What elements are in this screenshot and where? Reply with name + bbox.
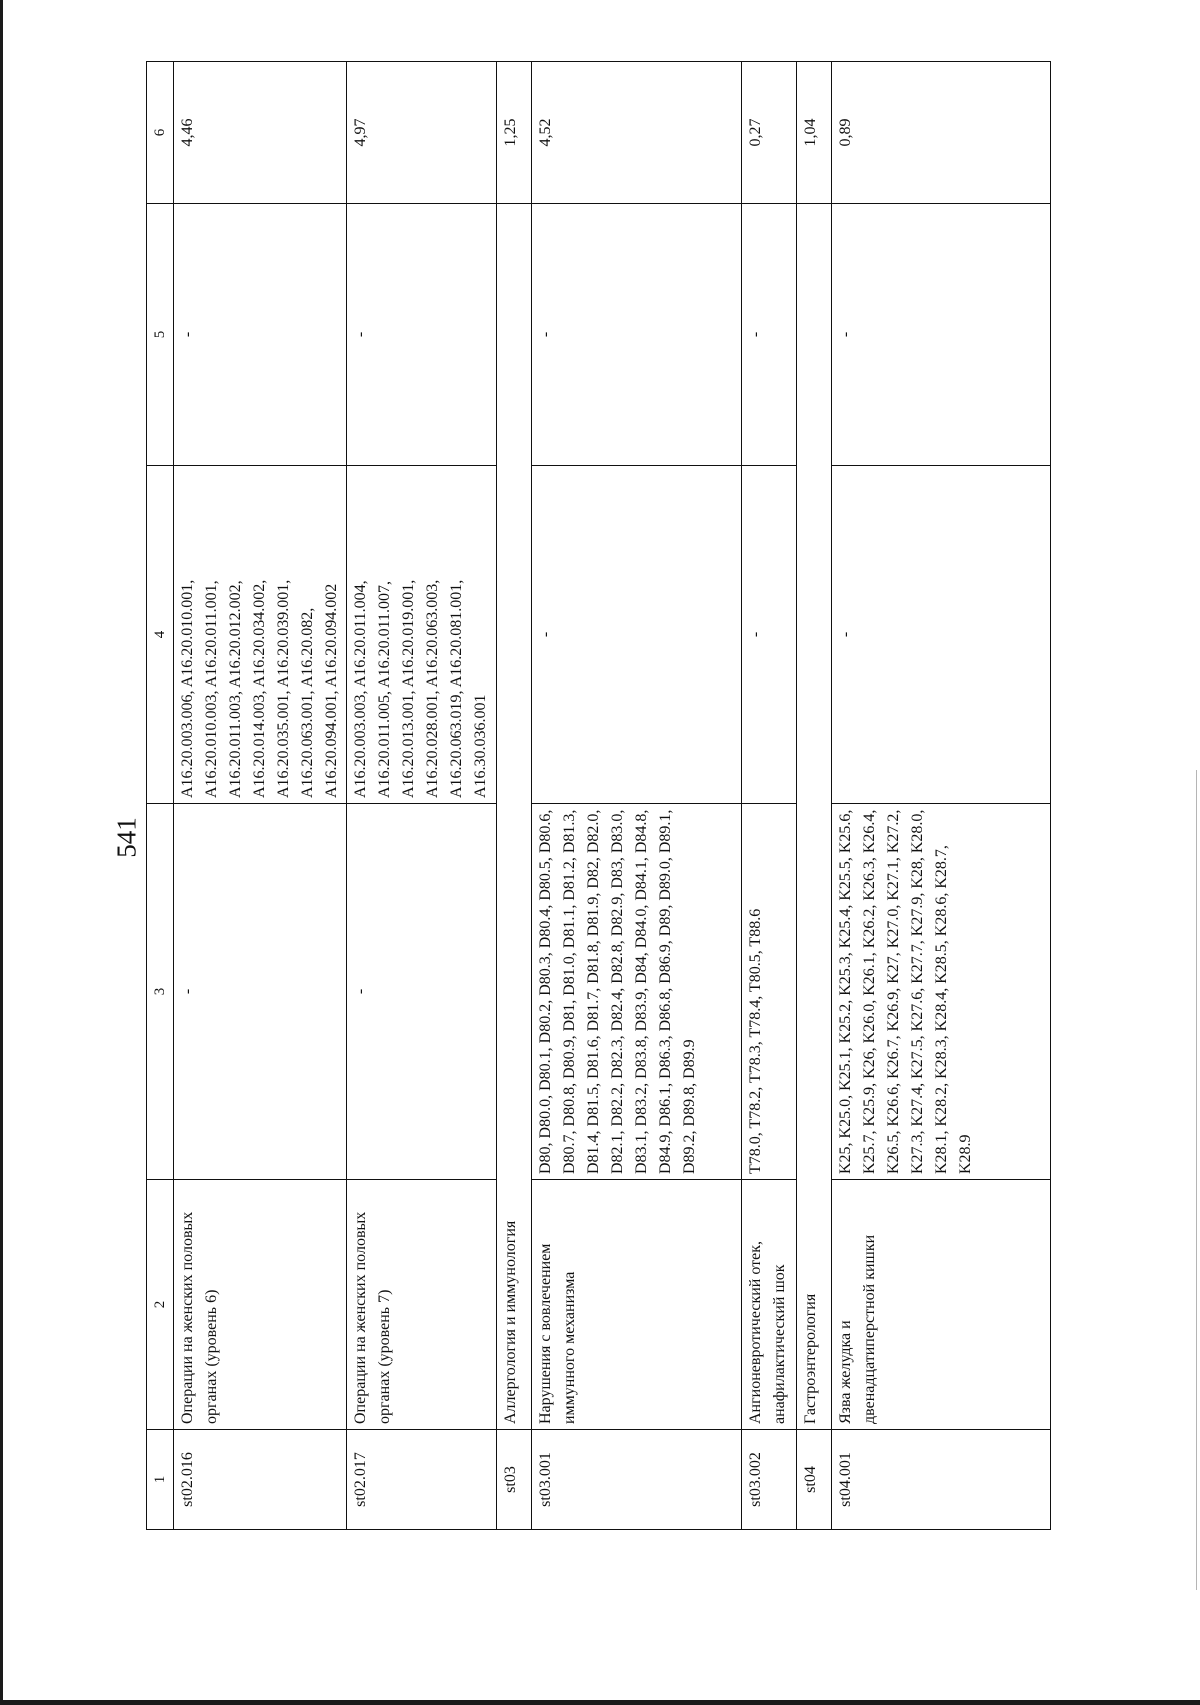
service-line: A16.20.028.001, A16.20.063.003, [424, 579, 441, 798]
table-row [174, 62, 347, 1530]
service-line: A16.20.063.019, A16.20.081.001, [448, 579, 465, 798]
row-other: - [347, 204, 497, 466]
column-header: 6 [147, 62, 174, 204]
row-coefficient: 0,27 [742, 62, 797, 204]
row-code: st04.001 [832, 1430, 1051, 1530]
scan-left-edge [0, 0, 3, 1705]
row-name: Нарушения с вовлечением иммунного механизма [532, 1180, 742, 1430]
row-coefficient: 4,97 [347, 62, 497, 204]
row-coefficient: 0,89 [832, 62, 1051, 204]
tariff-table-container [146, 62, 1051, 1530]
service-line: A16.30.036.001 [472, 694, 489, 798]
section-title: Гастроэнтерология [797, 204, 832, 1430]
scan-right-mark [1196, 770, 1197, 1590]
row-other: - [532, 204, 742, 466]
row-name: Язва желудка и двенадцатиперстной кишки [832, 1180, 1051, 1430]
column-header: 5 [147, 204, 174, 466]
row-diagnoses: - [347, 804, 497, 1180]
section-title: Аллергология и иммунология [497, 204, 532, 1430]
service-line: A16.20.094.001, A16.20.094.002 [323, 583, 340, 798]
scan-bottom-edge [0, 1700, 1200, 1705]
row-other: - [742, 204, 797, 466]
row-code: st03.002 [742, 1430, 797, 1530]
row-services [347, 466, 497, 804]
row-coefficient: 4,46 [174, 62, 347, 204]
row-name: Ангионевротический отек, анафилактический шок [742, 1180, 797, 1430]
row-code: st03.001 [532, 1430, 742, 1530]
row-other: - [832, 204, 1051, 466]
column-header: 4 [147, 466, 174, 804]
section-coefficient: 1,04 [797, 62, 832, 204]
service-line: - [747, 631, 764, 638]
row-code: st02.017 [347, 1430, 497, 1530]
row-diagnoses: K25, K25.0, K25.1, K25.2, K25.3, K25.4, K25.5, K25.6, K25.7, K25.9, K26, K26.0, K26.1, K26.2, K26.3, K26.4, K26.5, K26.6, K26.7, K26.9, K27, K27.0, K27.1, K27.2, K27.3, K27.4, K27.5, K27.6, K27.7, K27.9, K28, K28.0, K28.1, K28.2, K28.3, K28.4, K28.5, K28.6, K28.7, K28.9 [832, 804, 1051, 1180]
service-line: A16.20.011.003, A16.20.012.002, [227, 580, 244, 798]
row-diagnoses: - [174, 804, 347, 1180]
service-line: - [837, 631, 854, 638]
row-code: st02.016 [174, 1430, 347, 1530]
page-number: 541 [111, 817, 142, 858]
table-row [347, 62, 497, 1530]
service-line: A16.20.003.003, A16.20.011.004, [352, 580, 369, 798]
section-row [797, 62, 832, 1530]
row-services [742, 466, 797, 804]
tariff-table [146, 61, 1051, 1530]
column-header: 3 [147, 804, 174, 1180]
row-diagnoses: T78.0, T78.2, T78.3, T78.4, T80.5, T88.6 [742, 804, 797, 1180]
column-header: 1 [147, 1430, 174, 1530]
service-line: A16.20.010.003, A16.20.011.001, [203, 580, 220, 798]
section-code: st04 [797, 1430, 832, 1530]
service-line: A16.20.014.003, A16.20.034.002, [251, 579, 268, 798]
service-line: A16.20.003.006, A16.20.010.001, [179, 579, 196, 798]
row-name: Операции на женских половых органах (уровень 7) [347, 1180, 497, 1430]
row-diagnoses: D80, D80.0, D80.1, D80.2, D80.3, D80.4, D80.5, D80.6, D80.7, D80.8, D80.9, D81, D81.0, D81.1, D81.2, D81.3, D81.4, D81.5, D81.6, D81.7, D81.8, D81.9, D82, D82.0, D82.1, D82.2, D82.3, D82.4, D82.8, D82.9, D83, D83.0, D83.1, D83.2, D83.8, D83.9, D84, D84.0, D84.1, D84.8, D84.9, D86.1, D86.3, D86.8, D86.9, D89, D89.0, D89.1, D89.2, D89.8, D89.9 [532, 804, 742, 1180]
row-services [532, 466, 742, 804]
row-services [832, 466, 1051, 804]
table-row [532, 62, 742, 1530]
service-line: A16.20.035.001, A16.20.039.001, [275, 579, 292, 798]
section-coefficient: 1,25 [497, 62, 532, 204]
row-other: - [174, 204, 347, 466]
table-row [742, 62, 797, 1530]
row-name: Операции на женских половых органах (уровень 6) [174, 1180, 347, 1430]
table-row [832, 62, 1051, 1530]
section-row [497, 62, 532, 1530]
section-code: st03 [497, 1430, 532, 1530]
service-line: A16.20.013.001, A16.20.019.001, [400, 579, 417, 798]
table-header-row [147, 62, 174, 1530]
service-line: A16.20.063.001, A16.20.082, [299, 607, 316, 798]
service-line: - [537, 631, 554, 638]
service-line: A16.20.011.005, A16.20.011.007, [376, 580, 393, 798]
row-services [174, 466, 347, 804]
row-coefficient: 4,52 [532, 62, 742, 204]
column-header: 2 [147, 1180, 174, 1430]
